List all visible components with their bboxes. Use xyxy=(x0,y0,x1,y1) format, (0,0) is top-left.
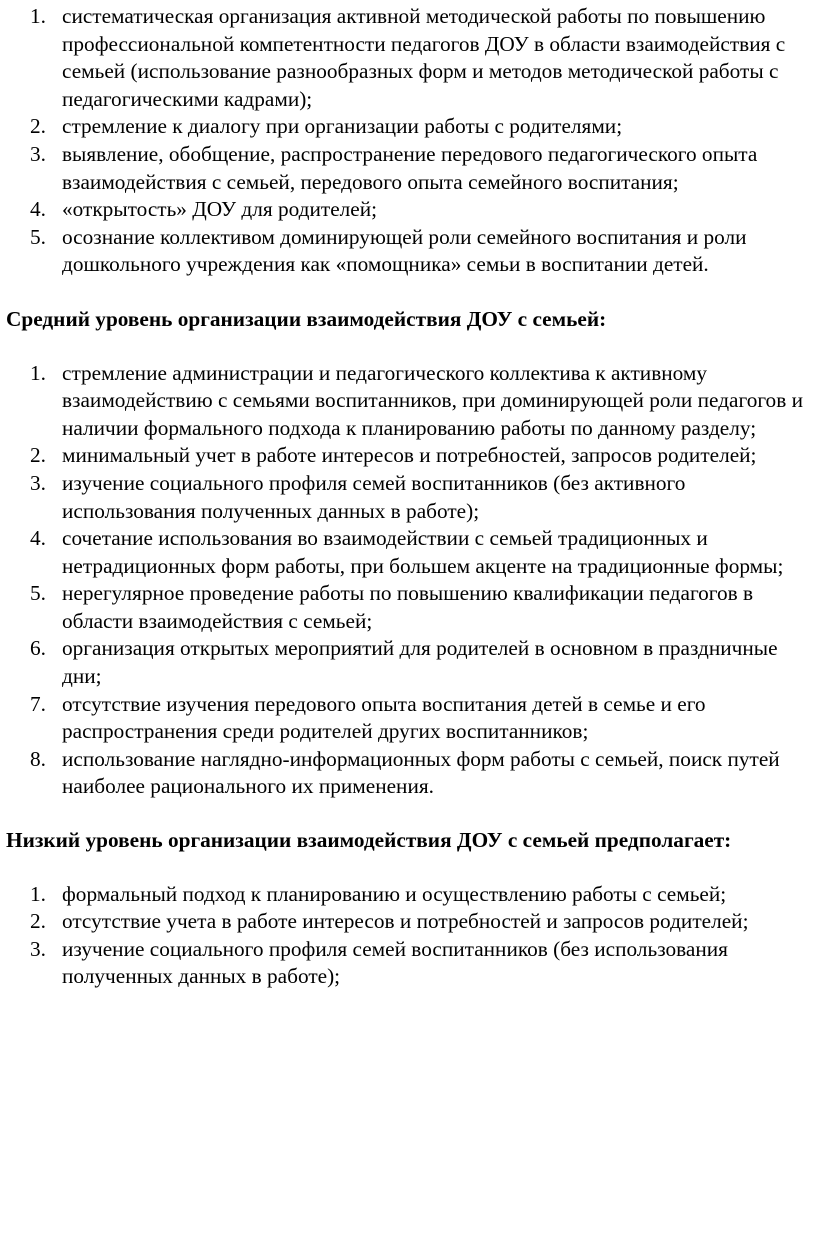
item-number: 2. xyxy=(30,909,46,934)
item-text: изучение социального профиля семей воспитанников (без использования полученных данных в работе); xyxy=(62,936,728,989)
item-text: минимальный учет в работе интересов и потребностей, запросов родителей; xyxy=(62,443,757,468)
item-number: 3. xyxy=(30,936,46,961)
item-text: изучение социального профиля семей воспитанников (без активного использования полученных данных в работе); xyxy=(62,470,686,523)
item-text: отсутствие учета в работе интересов и потребностей и запросов родителей; xyxy=(62,909,749,934)
list-item xyxy=(6,746,810,801)
list-item xyxy=(6,141,810,196)
item-text: формальный подход к планированию и осуществлению работы с семьей; xyxy=(62,881,727,906)
item-number: 7. xyxy=(30,691,46,716)
list-item xyxy=(6,908,810,936)
item-text: сочетание использования во взаимодействии с семьей традиционных и нетрадиционных форм работы, при большем акценте на традиционные формы; xyxy=(62,526,784,578)
item-text: нерегулярное проведение работы по повышению квалификации педагогов в области взаимодействия с семьей; xyxy=(62,581,754,633)
list-item xyxy=(6,113,810,141)
low-level-list xyxy=(6,881,810,991)
item-text: осознание коллективом доминирующей роли семейного воспитания и роли дошкольного учреждения как «помощника» семьи в воспитании детей. xyxy=(62,224,747,277)
item-number: 1. xyxy=(30,4,46,28)
list-item xyxy=(6,580,810,635)
item-number: 5. xyxy=(30,581,46,606)
item-number: 3. xyxy=(30,470,46,495)
item-text: выявление, обобщение, распространение передового педагогического опыта взаимодействия с семьей, передового опыта семейного воспитания; xyxy=(62,141,758,194)
item-text: организация открытых мероприятий для родителей в основном в праздничные дни; xyxy=(62,636,778,689)
list-item xyxy=(6,635,810,690)
item-text: «открытость» ДОУ для родителей; xyxy=(62,197,378,222)
list-item xyxy=(6,442,810,470)
item-number: 1. xyxy=(30,881,46,906)
list-item xyxy=(6,360,810,443)
item-number: 2. xyxy=(30,114,46,139)
item-number: 2. xyxy=(30,443,46,468)
list-item xyxy=(6,224,810,279)
list-item xyxy=(6,936,810,991)
item-number: 4. xyxy=(30,197,46,222)
medium-level-list xyxy=(6,360,810,802)
medium-level-heading: Средний уровень организации взаимодействия ДОУ с семьей: xyxy=(6,306,607,331)
item-text: отсутствие изучения передового опыта воспитания детей в семье и его распространения среди родителей других воспитанников; xyxy=(62,691,706,744)
list-item xyxy=(6,881,810,909)
item-text: систематическая организация активной методической работы по повышению профессиональной компетентности педагогов ДОУ в области взаимодействия с семьей (использование разнообразных форм и методов методической работы с педагогическими кадрами); xyxy=(62,4,786,111)
list-item xyxy=(6,691,810,746)
item-number: 3. xyxy=(30,141,46,166)
low-level-heading: Низкий уровень организации взаимодействия ДОУ с семьей предполагает: xyxy=(6,828,732,853)
item-text: стремление к диалогу при организации работы с родителями; xyxy=(62,114,623,139)
item-number: 5. xyxy=(30,224,46,249)
list-item xyxy=(6,525,810,580)
item-number: 8. xyxy=(30,746,46,771)
item-text: стремление администрации и педагогического коллектива к активному взаимодействию с семьями воспитанников, при доминирующей роли педагогов и наличии формального подхода к планированию работы по данному разделу; xyxy=(62,360,803,440)
list-item xyxy=(6,470,810,525)
item-text: использование наглядно-информационных форм работы с семьей, поиск путей наиболее рационального их применения. xyxy=(62,746,780,799)
list-item xyxy=(6,196,810,224)
item-number: 4. xyxy=(30,526,46,551)
item-number: 6. xyxy=(30,636,46,661)
high-level-list xyxy=(6,3,810,279)
item-number: 1. xyxy=(30,360,46,385)
list-item xyxy=(6,3,810,113)
